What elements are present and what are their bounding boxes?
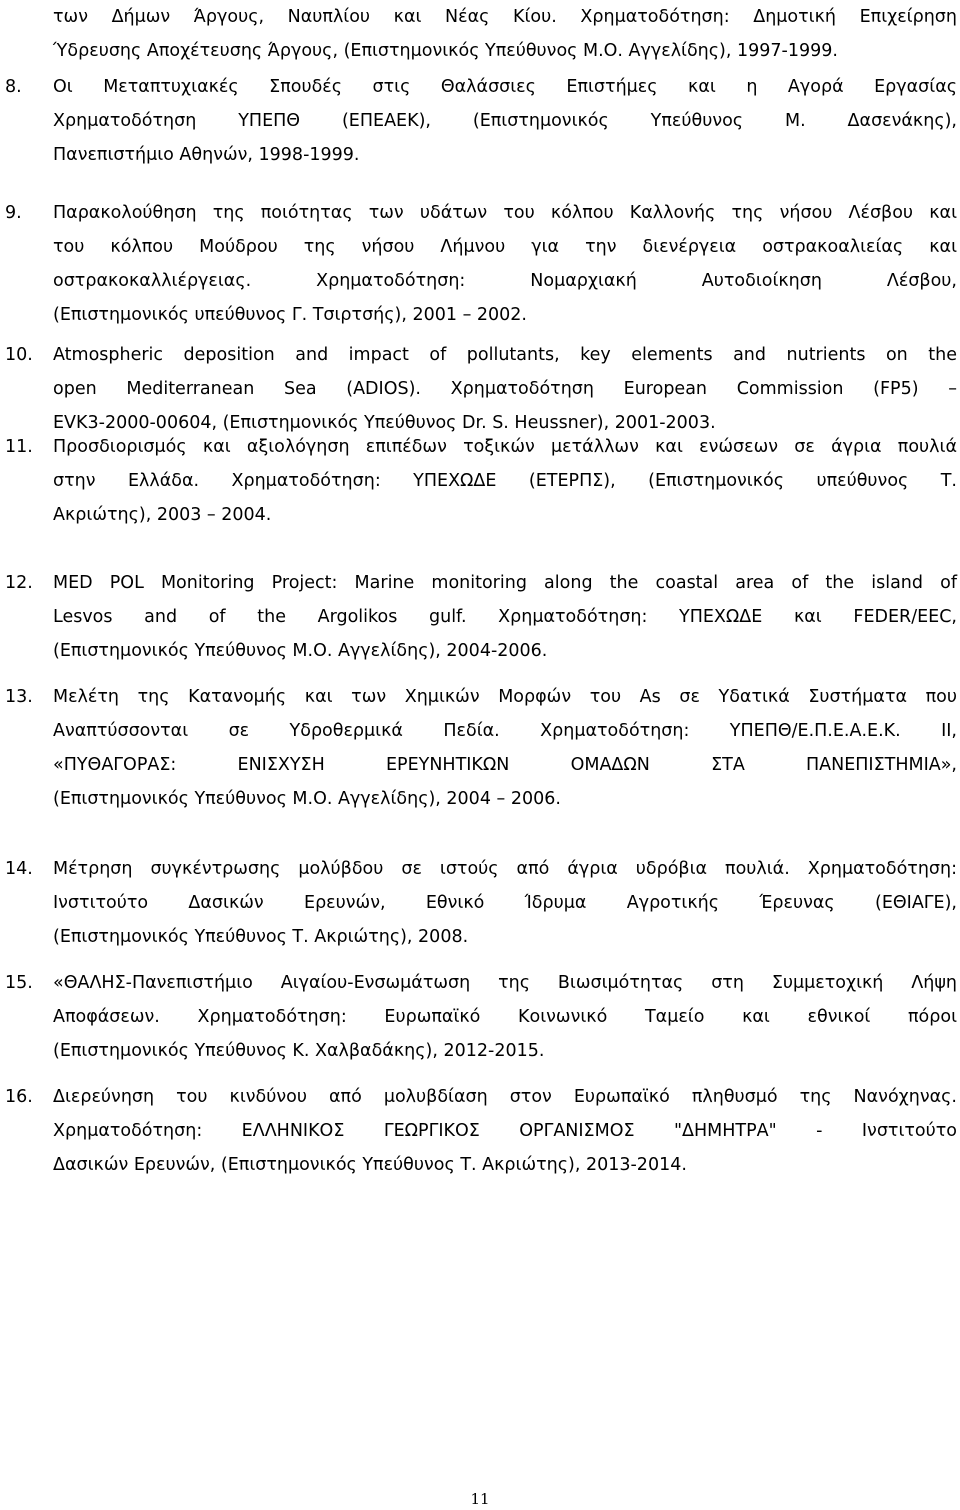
entry-text-line: (Επιστημονικός Υπεύθυνος Κ. Χαλβαδάκης), 2012-2015.: [53, 1041, 545, 1061]
entry-number: 11.: [5, 437, 33, 457]
entry-text-line: Ακριώτης), 2003 – 2004.: [53, 505, 272, 525]
entry-text-line: Lesvos and of the Argolikos gulf. Χρηματοδότηση: ΥΠΕΧΩΔΕ και FEDER/EEC,: [53, 607, 957, 627]
entry-number: 14.: [5, 859, 33, 879]
entry-text: [53, 196, 957, 332]
entry-text-line: Αποφάσεων. Χρηματοδότηση: Ευρωπαϊκό Κοινωνικό Ταμείο και εθνικοί πόροι: [53, 1007, 957, 1027]
entry-text: [53, 0, 957, 68]
entry-text-line: «ΘΑΛΗΣ-Πανεπιστήμιο Αιγαίου-Ενσωμάτωση της Βιωσιμότητας στη Συμμετοχική Λήψη: [53, 973, 957, 993]
entry-text-line: «ΠΥΘΑΓΟΡΑΣ: ΕΝΙΣΧΥΣΗ ΕΡΕΥΝΗΤΙΚΩΝ ΟΜΑΔΩΝ ΣΤΑ ΠΑΝΕΠΙΣΤΗΜΙΑ»,: [53, 755, 957, 775]
entry-text-line: Μελέτη της Κατανομής και των Χημικών Μορφών του As σε Υδατικά Συστήματα που: [53, 687, 957, 707]
entry-text-line: Ύδρευσης Αποχέτευσης Άργους, (Επιστημονικός Υπεύθυνος Μ.Ο. Αγγελίδης), 1997-1999.: [53, 41, 838, 61]
entry-text-line: MED POL Monitoring Project: Marine monitoring along the coastal area of the island of: [53, 573, 957, 593]
entry-text-line: Προσδιορισμός και αξιολόγηση επιπέδων τοξικών μετάλλων και ενώσεων σε άγρια πουλιά: [53, 437, 957, 457]
entry-number: 10.: [5, 345, 33, 365]
entry-text: [53, 1080, 957, 1182]
entry-text: [53, 70, 957, 172]
entry-number: 13.: [5, 687, 33, 707]
entry-text: [53, 680, 957, 816]
entry-text-line: open Mediterranean Sea (ADIOS). Χρηματοδότηση European Commission (FP5) –: [53, 379, 957, 399]
entry-text-line: των Δήμων Άργους, Ναυπλίου και Νέας Κίου. Χρηματοδότηση: Δημοτική Επιχείρηση: [53, 7, 957, 27]
entry-text-line: (Επιστημονικός Υπεύθυνος Τ. Ακριώτης), 2008.: [53, 927, 469, 947]
entry-text-line: Πανεπιστήμιο Αθηνών, 1998-1999.: [53, 145, 360, 165]
entry-text-line: Παρακολούθηση της ποιότητας των υδάτων του κόλπου Καλλονής της νήσου Λέσβου και: [53, 203, 957, 223]
entry-text: [53, 566, 957, 668]
entry-text-line: Αναπτύσσονται σε Υδροθερμικά Πεδία. Χρηματοδότηση: ΥΠΕΠΘ/Ε.Π.Ε.Α.Ε.Κ. ΙΙ,: [53, 721, 957, 741]
entry-number: 9.: [5, 203, 22, 223]
entry-text-line: (Επιστημονικός Υπεύθυνος Μ.Ο. Αγγελίδης), 2004 – 2006.: [53, 789, 561, 809]
entry-text-line: Χρηματοδότηση ΥΠΕΠΘ (ΕΠΕΑΕΚ), (Επιστημονικός Υπεύθυνος Μ. Δασενάκης),: [53, 111, 957, 131]
entry-text-line: στην Ελλάδα. Χρηματοδότηση: ΥΠΕΧΩΔΕ (ΕΤΕΡΠΣ), (Επιστημονικός υπεύθυνος Τ.: [53, 471, 957, 491]
entry-text-line: Atmospheric deposition and impact of pollutants, key elements and nutrients on the: [53, 345, 957, 365]
entry-text-line: Μέτρηση συγκέντρωσης μολύβδου σε ιστούς από άγρια υδρόβια πουλιά. Χρηματοδότηση:: [53, 859, 957, 879]
entry-text: [53, 966, 957, 1068]
entry-text-line: Οι Μεταπτυχιακές Σπουδές στις Θαλάσσιες Επιστήμες και η Αγορά Εργασίας: [53, 77, 957, 97]
entry-number: 16.: [5, 1087, 33, 1107]
entry-text-line: Διερεύνηση του κινδύνου από μολυβδίαση στον Ευρωπαϊκό πληθυσμό της Νανόχηνας.: [53, 1087, 957, 1107]
entry-text-line: οστρακοκαλλιέργειας. Χρηματοδότηση: Νομαρχιακή Αυτοδιοίκηση Λέσβου,: [53, 271, 957, 291]
entry-text-line: του κόλπου Μούδρου της νήσου Λήμνου για την διενέργεια οστρακοαλιείας και: [53, 237, 957, 257]
entry-text-line: (Επιστημονικός υπεύθυνος Γ. Τσιρτσής), 2001 – 2002.: [53, 305, 527, 325]
entry-text-line: Δασικών Ερευνών, (Επιστημονικός Υπεύθυνος Τ. Ακριώτης), 2013-2014.: [53, 1155, 687, 1175]
page-number: 11: [470, 1490, 490, 1508]
entry-text: [53, 338, 957, 440]
entry-text-line: Ινστιτούτο Δασικών Ερευνών, Εθνικό Ίδρυμα Αγροτικής Έρευνας (ΕΘΙΑΓΕ),: [53, 893, 957, 913]
entry-number: 15.: [5, 973, 33, 993]
entry-text: [53, 852, 957, 954]
entry-text-line: EVK3-2000-00604, (Επιστημονικός Υπεύθυνος Dr. S. Heussner), 2001-2003.: [53, 413, 716, 433]
entry-text-line: Χρηματοδότηση: ΕΛΛΗΝΙΚΟΣ ΓΕΩΡΓΙΚΟΣ ΟΡΓΑΝΙΣΜΟΣ "ΔΗΜΗΤΡΑ" - Ινστιτούτο: [53, 1121, 957, 1141]
entry-text-line: (Επιστημονικός Υπεύθυνος Μ.Ο. Αγγελίδης), 2004-2006.: [53, 641, 548, 661]
entry-number: 8.: [5, 77, 22, 97]
entry-number: 12.: [5, 573, 33, 593]
entry-text: [53, 430, 957, 532]
